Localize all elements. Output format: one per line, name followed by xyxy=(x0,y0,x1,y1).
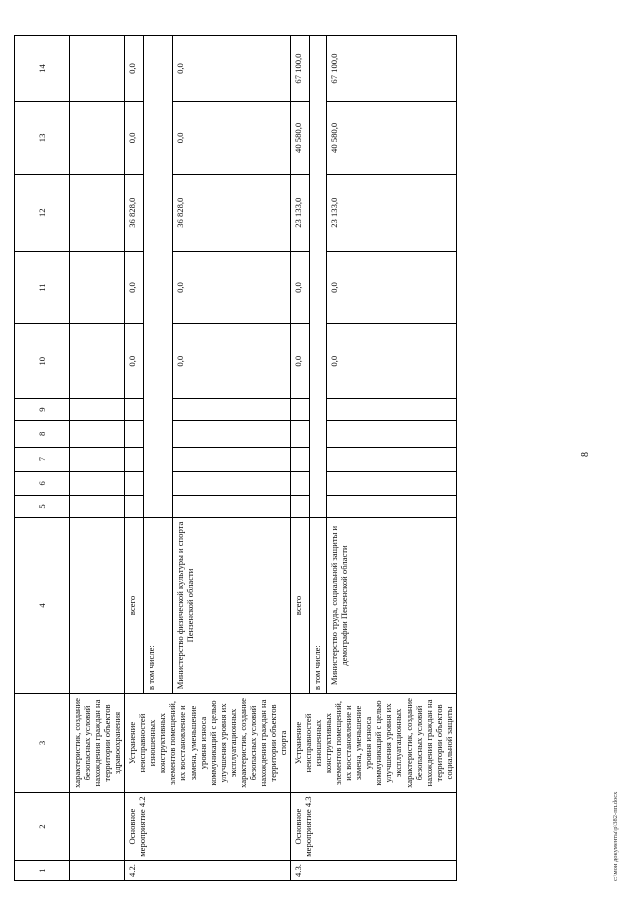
including-label: в том числе: xyxy=(309,517,326,693)
value-cell: 23 133,0 xyxy=(290,174,309,251)
total-label: всего xyxy=(125,517,144,693)
value-cell: 0,0 xyxy=(326,251,456,324)
col-header: 14 xyxy=(15,36,70,102)
col-header: 10 xyxy=(15,324,70,399)
total-label: всего xyxy=(290,517,309,693)
value-cell: 0,0 xyxy=(125,36,144,102)
col-header: 1 xyxy=(15,861,70,881)
column-number-row xyxy=(15,36,70,881)
continuation-text: характеристик, создание безопасных условий нахождения граждан на территории объектов здравоохранения xyxy=(70,693,125,792)
row-number: 4.2. xyxy=(125,861,291,881)
value-cell: 36 828,0 xyxy=(172,174,290,251)
col-header: 7 xyxy=(15,447,70,471)
value-cell: 0,0 xyxy=(290,251,309,324)
value-cell: 0,0 xyxy=(172,102,290,175)
row-number: 4.3. xyxy=(290,861,456,881)
value-cell: 0,0 xyxy=(125,324,144,399)
value-cell: 40 580,0 xyxy=(290,102,309,175)
value-cell: 0,0 xyxy=(125,102,144,175)
measure-description: Устранение неисправностей изношенных конструктивных элементов помещений, их восстановление и замена, уменьшение уровня износа коммуникаций с целью улучшения уровня их эксплуатационных характеристик, создание безопасных условий нахождения граждан на территории объектов спорта xyxy=(125,693,291,792)
col-header: 8 xyxy=(15,421,70,447)
table-row xyxy=(125,36,144,881)
value-cell: 67 100,0 xyxy=(290,36,309,102)
col-header: 3 xyxy=(15,693,70,792)
col-header: 4 xyxy=(15,517,70,693)
value-cell: 40 580,0 xyxy=(326,102,456,175)
table-row xyxy=(290,36,309,881)
value-cell: 23 133,0 xyxy=(326,174,456,251)
value-cell: 0,0 xyxy=(172,36,290,102)
executor: Министерство физической культуры и спорта Пензенской области xyxy=(172,517,290,693)
program-table xyxy=(14,35,457,881)
col-header: 2 xyxy=(15,793,70,861)
col-header: 11 xyxy=(15,251,70,324)
measure-description: Устранение неисправностей изношенных конструктивных элементов помещений, их восстановление и замена, уменьшение уровня износа коммуникаций с целью улучшения уровня их эксплуатационных характеристик, создание безопасных условий нахождения граждан на территории объектов социальной защиты xyxy=(290,693,456,792)
value-cell: 0,0 xyxy=(172,251,290,324)
continuation-row xyxy=(70,36,125,881)
value-cell: 36 828,0 xyxy=(125,174,144,251)
col-header: 9 xyxy=(15,399,70,421)
measure-name: Основное мероприятие 4.3 xyxy=(290,793,456,861)
value-cell: 0,0 xyxy=(326,324,456,399)
footer-file-path: c:\мои документы\р\382-пп.docx xyxy=(612,791,619,881)
col-header: 12 xyxy=(15,174,70,251)
value-cell: 0,0 xyxy=(172,324,290,399)
including-label: в том числе: xyxy=(144,517,173,693)
measure-name: Основное мероприятие 4.2 xyxy=(125,793,291,861)
value-cell: 0,0 xyxy=(125,251,144,324)
value-cell: 0,0 xyxy=(290,324,309,399)
col-header: 5 xyxy=(15,495,70,517)
executor: Министерство труда, социальной защиты и демографии Пензенской области xyxy=(326,517,456,693)
page-number: 8 xyxy=(580,452,591,457)
value-cell: 67 100,0 xyxy=(326,36,456,102)
col-header: 6 xyxy=(15,471,70,495)
col-header: 13 xyxy=(15,102,70,175)
